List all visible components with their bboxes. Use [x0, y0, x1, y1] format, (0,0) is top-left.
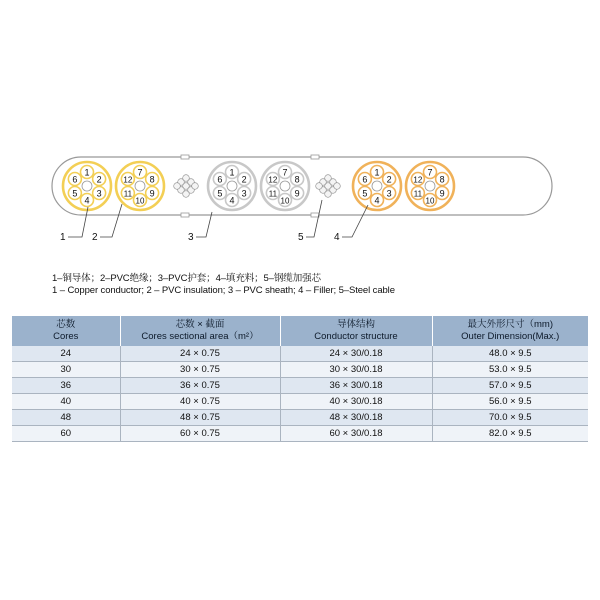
header-sectional-area-cn: 芯数 × 截面: [175, 319, 225, 330]
header-cores: [12, 316, 120, 346]
callout-number: 2: [92, 232, 98, 243]
core-number: 4: [229, 195, 235, 206]
core-number: 10: [425, 196, 435, 206]
steel-strand: [334, 183, 341, 190]
cell-sectional-area: 36 × 0.75: [120, 378, 280, 394]
cell-cores: 40: [12, 394, 120, 410]
cell-conductor-structure: 48 × 30/0.18: [280, 410, 432, 426]
core-number: 6: [362, 174, 368, 185]
table-row: [12, 394, 588, 410]
core-number: 3: [96, 188, 102, 199]
core-number: 5: [362, 188, 368, 199]
core-number: 11: [268, 189, 278, 199]
steel-strand: [183, 191, 190, 198]
spec-table: [12, 316, 588, 442]
cell-cores: 24: [12, 346, 120, 362]
cell-cores: 30: [12, 362, 120, 378]
core-number: 3: [241, 188, 247, 199]
cell-conductor-structure: 60 × 30/0.18: [280, 426, 432, 442]
core-number: 7: [137, 167, 143, 178]
core-number: 6: [217, 174, 223, 185]
core-number: 12: [413, 175, 423, 185]
cell-cores: 36: [12, 378, 120, 394]
core-number: 4: [84, 195, 90, 206]
core-number: 12: [268, 175, 278, 185]
cell-cores: 60: [12, 426, 120, 442]
header-conductor-structure: [280, 316, 432, 346]
table-row: [12, 346, 588, 362]
table-row: [12, 378, 588, 394]
header-sectional-area-en: Cores sectional area（m²）: [141, 331, 259, 342]
sheath-notch-bottom: [311, 213, 319, 217]
core-number: 1: [229, 167, 235, 178]
core-group-group-e: [353, 162, 401, 210]
cell-sectional-area: 40 × 0.75: [120, 394, 280, 410]
core-number: 5: [217, 188, 223, 199]
sheath-notch-bottom: [181, 213, 189, 217]
cable-cross-section-diagram: [0, 0, 600, 260]
header-outer-dimension-cn: 最大外形尺寸（mm): [467, 319, 553, 330]
core-number: 7: [427, 167, 433, 178]
core-group-group-f: [406, 162, 454, 210]
callout-leader: [196, 212, 212, 237]
table-header-row: [12, 316, 588, 346]
sheath-notch-top: [181, 155, 189, 159]
core-number: 7: [282, 167, 288, 178]
core-number: 2: [241, 174, 247, 185]
cell-conductor-structure: 36 × 30/0.18: [280, 378, 432, 394]
steel-strand: [325, 175, 332, 182]
callout-3: [188, 212, 212, 243]
cell-outer-dimension: 56.0 × 9.5: [432, 394, 588, 410]
core-center: [135, 181, 145, 191]
core-number: 3: [386, 188, 392, 199]
header-outer-dimension-en: Outer Dimension(Max.): [461, 331, 560, 342]
header-cores-cn: 芯数: [56, 319, 76, 330]
header-outer-dimension: [432, 316, 588, 346]
core-number: 8: [294, 174, 300, 185]
cell-sectional-area: 30 × 0.75: [120, 362, 280, 378]
core-number: 1: [84, 167, 90, 178]
core-group-group-b: [116, 162, 164, 210]
header-cores-en: Cores: [53, 331, 79, 342]
callout-number: 5: [298, 232, 304, 243]
core-number: 2: [386, 174, 392, 185]
table-row: [12, 410, 588, 426]
core-center: [280, 181, 290, 191]
core-number: 9: [149, 188, 155, 199]
table-row: [12, 362, 588, 378]
core-number: 9: [294, 188, 300, 199]
core-group-group-c: [208, 162, 256, 210]
cell-outer-dimension: 53.0 × 9.5: [432, 362, 588, 378]
callout-number: 1: [60, 232, 66, 243]
cell-conductor-structure: 30 × 30/0.18: [280, 362, 432, 378]
core-number: 12: [123, 175, 133, 185]
core-center: [372, 181, 382, 191]
cell-outer-dimension: 48.0 × 9.5: [432, 346, 588, 362]
steel-strand: [183, 175, 190, 182]
cell-cores: 48: [12, 410, 120, 426]
core-group-group-a: [63, 162, 111, 210]
legend-chinese: 1–铜导体；2–PVC绝缘；3–PVC护套；4–填充料；5–钢缆加强芯: [52, 273, 321, 284]
table-row: [12, 426, 588, 442]
steel-strand: [192, 183, 199, 190]
core-group-group-d: [261, 162, 309, 210]
steel-strand: [316, 183, 323, 190]
core-number: 6: [72, 174, 78, 185]
cell-conductor-structure: 40 × 30/0.18: [280, 394, 432, 410]
steel-strand: [174, 183, 181, 190]
header-conductor-structure-en: Conductor structure: [314, 331, 398, 342]
core-number: 2: [96, 174, 102, 185]
steel-strand: [325, 191, 332, 198]
core-number: 9: [439, 188, 445, 199]
core-number: 10: [280, 196, 290, 206]
callout-number: 3: [188, 232, 194, 243]
cell-sectional-area: 24 × 0.75: [120, 346, 280, 362]
core-center: [227, 181, 237, 191]
core-number: 8: [439, 174, 445, 185]
legend-english: 1 – Copper conductor; 2 – PVC insulation; 3 – PVC sheath; 4 – Filler; 5–Steel cable: [52, 285, 395, 296]
sheath-notch-top: [311, 155, 319, 159]
callout-number: 4: [334, 232, 340, 243]
core-number: 11: [123, 189, 133, 199]
cell-sectional-area: 48 × 0.75: [120, 410, 280, 426]
core-number: 4: [374, 195, 380, 206]
core-number: 8: [149, 174, 155, 185]
core-number: 10: [135, 196, 145, 206]
cell-sectional-area: 60 × 0.75: [120, 426, 280, 442]
core-center: [425, 181, 435, 191]
header-sectional-area: [120, 316, 280, 346]
cell-outer-dimension: 57.0 × 9.5: [432, 378, 588, 394]
core-center: [82, 181, 92, 191]
header-conductor-structure-cn: 导体结构: [336, 319, 375, 330]
cell-outer-dimension: 82.0 × 9.5: [432, 426, 588, 442]
core-number: 5: [72, 188, 78, 199]
core-number: 1: [374, 167, 380, 178]
cell-outer-dimension: 70.0 × 9.5: [432, 410, 588, 426]
cell-conductor-structure: 24 × 30/0.18: [280, 346, 432, 362]
core-number: 11: [413, 189, 423, 199]
